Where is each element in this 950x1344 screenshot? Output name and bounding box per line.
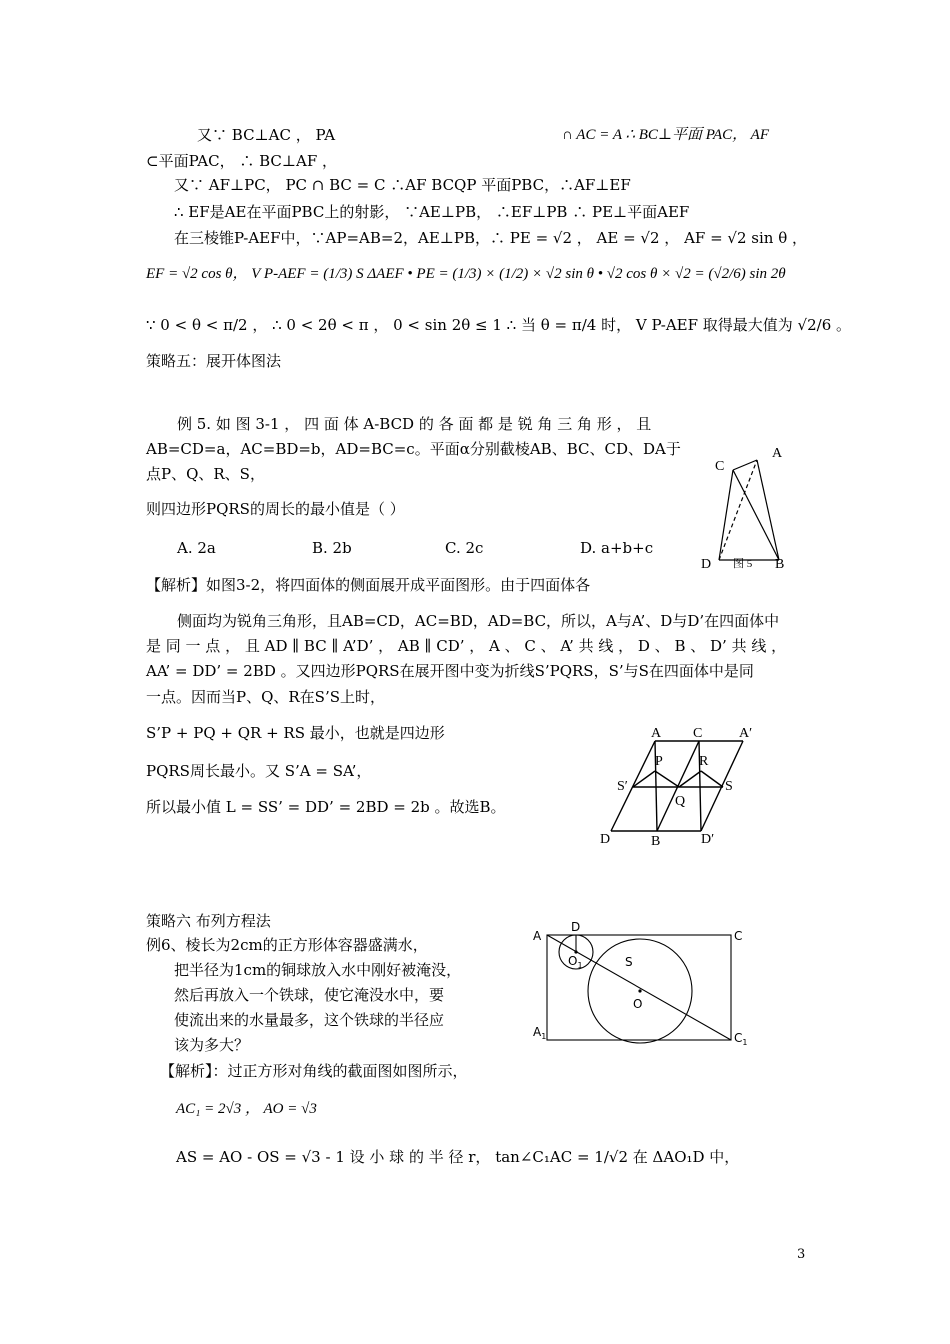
- line-25: 使流出来的水量最多，这个铁球的半径应: [174, 1011, 445, 1029]
- label-c1: $C_1$: [734, 1031, 748, 1047]
- option-d: D. a+b+c: [580, 539, 654, 557]
- label-s: S: [625, 955, 633, 969]
- line-09-example5: 例 5. 如 图 3-1 ， 四 面 体 A-BCD 的 各 面 都 是 锐 角 三 角 形 ， 且: [177, 415, 652, 433]
- edge-ca: [733, 460, 757, 470]
- option-b: B. 2b: [312, 539, 352, 557]
- edge-cb: [733, 470, 779, 560]
- line-04: ∴ EF是AE在平面PBC上的射影， ∵AE⊥PB， ∴EF⊥PB ∴ PE⊥平面AEF: [174, 203, 690, 221]
- page-number: 3: [797, 1247, 806, 1262]
- label-r: R: [699, 754, 709, 769]
- line-01a: 又∵ BC⊥AC ， PA: [197, 126, 336, 144]
- figure-6-cross-section: [530, 918, 760, 1053]
- label-d: D: [701, 557, 712, 572]
- label-o: O: [633, 997, 643, 1011]
- line-26: 该为多大？: [174, 1036, 250, 1054]
- line-01b: ∩ AC = A ∴ BC⊥平面 PAC， AF: [562, 127, 769, 143]
- figure-3-2-unfolded: [595, 725, 765, 850]
- line-qr: [679, 771, 701, 787]
- line-07: ∵ 0 < θ < π/2 ， ∴ 0 < 2θ < π ， 0 < sin 2θ ≤ 1 ∴ 当 θ = π/4 时， V P-AEF 取得最大值为 √2/6 。: [146, 316, 852, 334]
- line-22-example6: 例6、棱长为2cm的正方形体容器盛满水，: [146, 936, 428, 954]
- line-02: ⊂平面PAC， ∴ BC⊥AF ，: [146, 152, 338, 170]
- edge-da-hidden: [719, 460, 757, 560]
- line-15: 是 同 一 点 ， 且 AD ∥ BC ∥ A’D’ ， AB ∥ CD’ ， A 、 C 、 A’ 共 线 ， D 、 B 、 D’ 共 线 ，: [146, 637, 787, 655]
- line-03: 又∵ AF⊥PC， PC ∩ BC = C ∴AF BCQP 平面PBC，∴AF⊥EF: [174, 176, 631, 194]
- line-20: 所以最小值 L = SS’ = DD’ = 2BD = 2b 。故选B。: [146, 798, 506, 816]
- line-16: AA’ = DD’ = 2BD 。又四边形PQRS在展开图中变为折线S’PQRS，S’与S在四面体中是同: [146, 662, 754, 680]
- line-05: 在三棱锥P-AEF中，∵AP=AB=2，AE⊥PB，∴ PE = √2 ， AE = √2 ， AF = √2 sin θ ，: [174, 229, 808, 247]
- line-pq: [655, 771, 679, 787]
- line-29: AS = AO - OS = √3 - 1 设 小 球 的 半 径 r， tan∠C₁AC = 1/√2 在 ΔAO₁D 中，: [176, 1148, 740, 1166]
- label-s: S: [725, 779, 733, 794]
- line-17: 一点。因而当P、Q、R在S’S上时，: [146, 688, 386, 706]
- label-q: Q: [675, 794, 686, 809]
- figure-5-tetrahedron: [695, 440, 795, 575]
- line-23: 把半径为1cm的铜球放入水中刚好被淹没，: [174, 961, 462, 979]
- edge-cd: [719, 470, 733, 560]
- label-d-prime: D′: [701, 832, 715, 847]
- option-a: A. 2a: [177, 539, 216, 557]
- label-c: C: [715, 459, 725, 474]
- label-a: A: [772, 446, 783, 461]
- label-d: D: [600, 832, 611, 847]
- diagonal-ac1: [547, 935, 731, 1040]
- label-a: A: [533, 929, 542, 943]
- label-p: P: [655, 754, 663, 769]
- label-s-prime: S′: [617, 779, 628, 794]
- line-13-analysis: 【解析】如图3-2，将四面体的侧面展开成平面图形。由于四面体各: [146, 576, 591, 594]
- label-a1: $A_1$: [533, 1025, 547, 1041]
- line-21-strategy6: 策略六 布列方程法: [146, 912, 271, 930]
- line-14: 侧面均为锐角三角形，且AB=CD，AC=BD，AD=BC，所以，A与A’、D与D’在四面体中: [177, 612, 780, 630]
- line-06: EF = √2 cos θ， V P-AEF = (1/3) S ΔAEF • PE = (1/3) × (1/2) × √2 sin θ • √2 cos θ × √2 = (√2/6) sin 2θ: [146, 266, 786, 282]
- label-o1: $O_1$: [568, 954, 583, 970]
- line-27-analysis: 【解析】：过正方形对角线的截面图如图所示，: [160, 1062, 468, 1080]
- line-08-strategy5: 策略五：展开体图法: [146, 352, 282, 370]
- line-28: AC₁ = 2√3 ， AO = √3: [176, 1101, 317, 1117]
- line-18: S’P + PQ + QR + RS 最小，也就是四边形: [146, 724, 445, 742]
- line-10: AB=CD=a，AC=BD=b，AD=BC=c。平面α分别截棱AB、BC、CD、DA于: [146, 440, 681, 458]
- line-12-question: 则四边形PQRS的周长的最小值是（ ）: [146, 500, 405, 518]
- label-d: D: [571, 920, 581, 934]
- line-24: 然后再放入一个铁球，使它淹没水中，要: [174, 986, 445, 1004]
- label-a-prime: A′: [739, 726, 753, 741]
- center-o: [638, 989, 641, 992]
- line-11: 点P、Q、R、S，: [146, 465, 265, 483]
- label-b: B: [775, 557, 785, 572]
- line-19: PQRS周长最小。又 S’A = SA’，: [146, 762, 372, 780]
- line-rs: [701, 771, 723, 787]
- figure-caption: 图 5: [733, 558, 753, 570]
- option-c: C. 2c: [445, 539, 484, 557]
- label-a: A: [651, 726, 662, 741]
- label-c: C: [693, 726, 703, 741]
- edge-ab: [757, 460, 779, 560]
- label-c: C: [734, 929, 743, 943]
- label-b: B: [651, 834, 661, 849]
